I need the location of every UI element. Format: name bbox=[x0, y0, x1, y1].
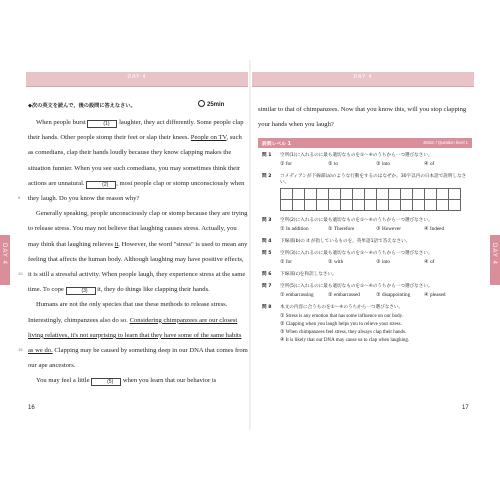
option: ② Therefore bbox=[328, 226, 355, 232]
statement: ③ When chimpanzees feel stress, they always clap their hands. bbox=[280, 330, 407, 335]
option: ③ However bbox=[376, 226, 401, 232]
underline-c: Considering chimpanzees are our closest living relatives, it's not surprising to learn that they have some of the same habits as we do. bbox=[28, 316, 242, 355]
question-number: 問 5 bbox=[262, 251, 272, 256]
day-label-left: DAY 4 bbox=[127, 74, 147, 80]
side-tab-left-label: DAY 4 bbox=[1, 243, 7, 265]
p4-text-a: You may feel a little bbox=[36, 377, 92, 385]
paragraph-4 bbox=[28, 373, 248, 388]
page-number-right-value: 17 bbox=[462, 405, 469, 411]
timer-label: 25min bbox=[207, 102, 225, 108]
question-text: 空所(3)に入れるのに最も適切なものを①〜④のうちから一つ選びなさい。 bbox=[280, 251, 433, 256]
question-number: 問 1 bbox=[262, 153, 272, 158]
option: ③ into bbox=[376, 161, 391, 167]
header-rule-left bbox=[26, 86, 248, 87]
side-tab-right bbox=[490, 235, 500, 285]
header-rule-right bbox=[252, 86, 474, 87]
page-number-right bbox=[462, 405, 469, 411]
question-number: 問 8 bbox=[262, 305, 272, 310]
paragraph-3 bbox=[28, 297, 248, 373]
statement: ① Stress is any emotion that has some influence on our body. bbox=[280, 314, 404, 319]
question-2 bbox=[262, 173, 472, 211]
question-text: 下線部(c)を和訳しなさい。 bbox=[280, 272, 337, 277]
question-number: 問 4 bbox=[262, 239, 272, 244]
question-7 bbox=[262, 283, 472, 298]
option: ④ pleased bbox=[424, 292, 446, 298]
underline-b: it bbox=[114, 240, 119, 248]
statement: ④ It is likely that our DNA may cause us to clap when laughing. bbox=[280, 338, 410, 343]
question-text: 本文の内容に合うものを①〜④のうちから一つ選びなさい。 bbox=[280, 305, 404, 310]
line-number-5: 5 bbox=[18, 195, 21, 200]
line-number-15: 15 bbox=[18, 347, 23, 352]
p2-text-b: . However, the word "stress" is used to mean any feeling that affects the human body. Although laughing may have positive effects, it is still a stressful activity. When people laugh, they experience stress at the same time. To cope bbox=[28, 240, 248, 294]
paragraph-2 bbox=[28, 206, 248, 297]
question-number: 問 3 bbox=[262, 218, 272, 223]
question-text: 空所(1)に入れるのに最も適切なものを①〜④のうちから一つ選びなさい。 bbox=[280, 153, 433, 158]
question-level-bar bbox=[258, 138, 472, 148]
question-number: 問 6 bbox=[262, 272, 272, 277]
paragraph-1 bbox=[28, 115, 248, 206]
question-number: 問 2 bbox=[262, 174, 272, 179]
underline-a: People on TV bbox=[190, 134, 227, 142]
p3-text-b: Clapping may be caused by something deep in our DNA that comes from our ape ancestors. bbox=[28, 347, 248, 370]
option: ② embarrassed bbox=[328, 292, 360, 298]
instruction: ◆次の英文を読んで，後の設問に答えなさい。 bbox=[28, 103, 136, 109]
option: ④ of bbox=[424, 161, 435, 167]
p1-text-d: , most people clap or stomp unconsciously when they laugh. Do you know the reason why? bbox=[28, 179, 245, 203]
clock-icon bbox=[198, 100, 205, 107]
answer-grid[interactable] bbox=[280, 188, 461, 211]
option: ② to bbox=[328, 161, 338, 167]
question-8 bbox=[262, 304, 472, 345]
option: ① for bbox=[280, 259, 292, 265]
p1-text-a: When people burst bbox=[36, 119, 88, 126]
blank-2: (2) bbox=[86, 181, 116, 189]
question-4 bbox=[262, 238, 472, 244]
day-label-right: DAY 4 bbox=[353, 74, 373, 80]
question-list bbox=[262, 152, 472, 351]
page-number-left-value: 16 bbox=[28, 405, 35, 411]
question-6 bbox=[262, 271, 472, 277]
option: ② with bbox=[328, 259, 344, 265]
question-level-meta: 25min / Question level 1 bbox=[423, 140, 468, 145]
p1-text-c: , such as comedians, clap their hands loudly because they know clapping makes the situation funnier. When you see such comedians, you may sometimes think their actions are unnatural. bbox=[28, 134, 242, 187]
statement: ② Clapping when you laugh helps you to relieve your stress. bbox=[280, 322, 402, 327]
page-number-left bbox=[28, 405, 35, 411]
option: ④ Indeed bbox=[424, 226, 445, 232]
header-bar-left bbox=[26, 72, 248, 86]
question-number: 問 7 bbox=[262, 284, 272, 289]
p3-text-a: Humans are not the only species that use these methods to release stress. Interestingly, chimpanzees also do so. bbox=[28, 301, 228, 324]
question-3 bbox=[262, 217, 472, 232]
blank-5: (5) bbox=[91, 378, 121, 386]
option: ③ into bbox=[376, 259, 391, 265]
line-number-10: 10 bbox=[18, 271, 23, 276]
option: ① embarrassing bbox=[280, 292, 314, 298]
option: ④ of bbox=[424, 259, 435, 265]
question-text: 空所(2)に入れるのに最も適切なものを①〜④のうちから一つ選びなさい。 bbox=[280, 218, 433, 223]
question-text: 下線部(b)の it が指しているものを，英単語1語で答えなさい。 bbox=[280, 239, 411, 244]
p4-text-b: when you learn that our behavior is bbox=[121, 377, 217, 385]
question-5 bbox=[262, 250, 472, 265]
option: ① for bbox=[280, 161, 292, 167]
p1-text-b: laughter, they act differently. Some people clap their hands. Other people stomp their feet or slap their knees. bbox=[28, 119, 244, 142]
option: ① In addition bbox=[280, 226, 309, 232]
question-text: 空所(5)に入れるのに最も適切なものを①〜④のうちから一つ選びなさい。 bbox=[280, 284, 433, 289]
p2-text-a: Generally speaking, people unconsciously clap or stomp because they are trying to release stress. You may not believe that laughing causes stress. Actually, you may think that laughing relieves bbox=[28, 210, 248, 248]
side-tab-left bbox=[0, 235, 10, 285]
blank-3: (3) bbox=[66, 287, 96, 295]
p2-text-c: it, they do things like clapping their hands. bbox=[95, 286, 210, 294]
question-1 bbox=[262, 152, 472, 167]
timer bbox=[198, 100, 224, 108]
question-text: コメディアンが下線部(a)のような行動をするのはなぜか。30字以内の日本語で説明しなさい。 bbox=[280, 174, 467, 185]
option: ③ disappointing bbox=[376, 292, 411, 298]
side-tab-right-label: DAY 4 bbox=[491, 243, 497, 265]
passage-continuation: similar to that of chimpanzees. Now that you know this, will you stop clapping your hands when you laugh? bbox=[258, 106, 467, 129]
blank-1: (1) bbox=[87, 120, 117, 128]
reading-passage bbox=[28, 115, 248, 389]
question-level-title: 設問レベル 1 bbox=[262, 141, 291, 147]
header-bar-right bbox=[252, 72, 474, 86]
